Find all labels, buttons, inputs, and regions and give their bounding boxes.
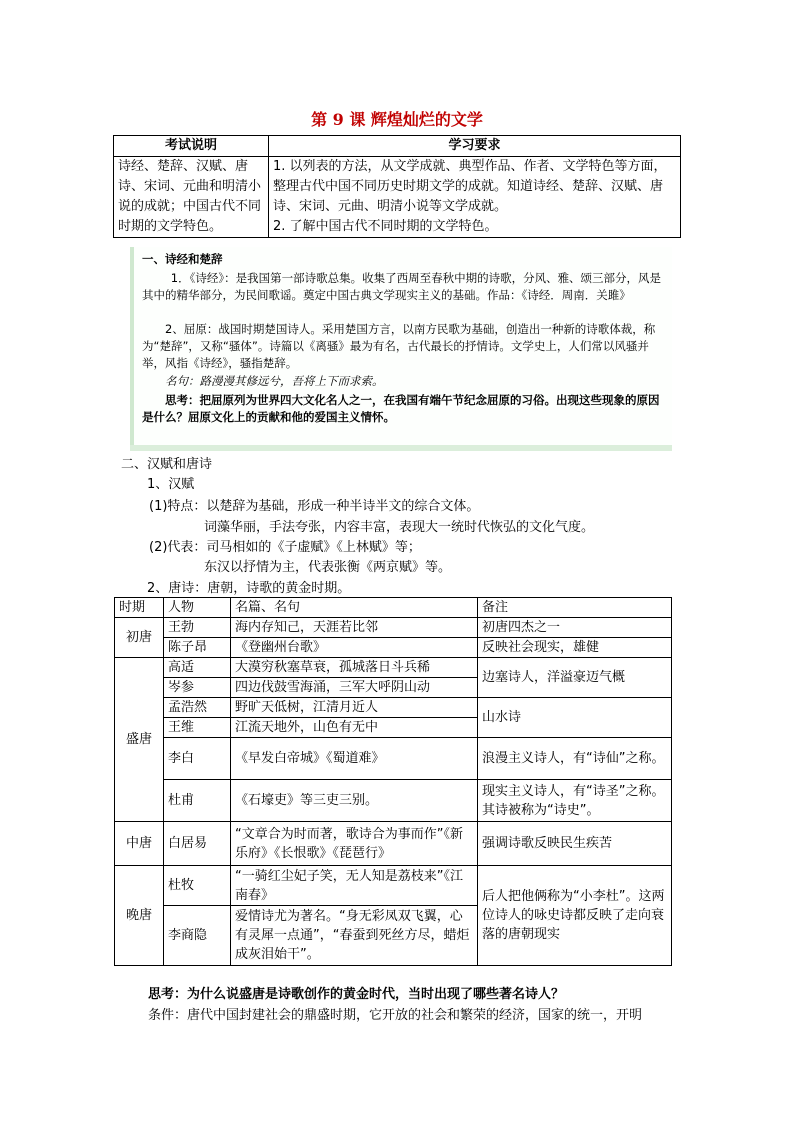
page-title: 第 9 课 辉煌灿烂的文学 <box>311 110 483 129</box>
work-dufu: 《石壕吏》等三吏三别。 <box>231 780 478 822</box>
work-baijuyi: “文章合为时而著，歌诗合为事而作”《新乐府》《长恨歌》《琵琶行》 <box>231 822 478 866</box>
shijing-paragraph: 1．《诗经》：是我国第一部诗歌总集。收集了西周至春秋中期的诗歌，分风、雅、颂三部分，风是其中的精华部分，为民间歌谣。奠定中国古典文学现实主义的基础。作品：《诗经．周南．关雎》 <box>142 271 662 302</box>
note-wangbo: 初唐四杰之一 <box>478 618 672 638</box>
quyuan-paragraph: 2、屈原：战国时期楚国诗人。采用楚国方言，以南方民歌为基础，创造出一种新的诗歌体裁，称为“楚辞”，又称“骚体”。诗篇以《离骚》最为有名，古代最长的抒情诗。文学史上，人们常以风骚并举，风指《诗经》，骚指楚辞。 <box>142 322 656 370</box>
poet-menghaoran: 孟浩然 <box>164 698 231 718</box>
section1-think: 思考：把屈原列为世界四大文化名人之一，在我国有端午节纪念屈原的习俗。出现这些现象的原因是什么？屈原文化上的贡献和他的爱国主义情怀。 <box>142 393 660 424</box>
poet-wangwei: 王维 <box>164 718 231 738</box>
work-wangbo: 海内存知己，天涯若比邻 <box>231 618 478 638</box>
famous-quote: 名句：路漫漫其修远兮，吾将上下而求索。 <box>165 374 384 388</box>
work-censhen: 四边伐鼓雪海涌，三军大呼阴山动 <box>231 678 478 698</box>
note-shanshui: 山水诗 <box>478 698 672 738</box>
note-chenziang: 反映社会现实，雄健 <box>478 638 672 658</box>
note-baijuyi: 强调诗歌反映民生疾苦 <box>478 822 672 866</box>
hanfu-heading: 1、汉赋 <box>147 477 195 492</box>
requirement-1: 1. 以列表的方法，从文学成就、典型作品、作者、文学特色等方面，整理古代中国不同历史时期文学的成就。知道诗经、楚辞、汉赋、唐诗、宋词、元曲、明清小说等文学成就。 <box>273 159 667 214</box>
work-dumu: “一骑红尘妃子笑，无人知是荔枝来”《江南春》 <box>231 866 478 906</box>
work-gaoshi: 大漠穷秋塞草衰，孤城落日斗兵稀 <box>231 658 478 678</box>
period-shengtang: 盛唐 <box>115 658 164 822</box>
col-notes: 备注 <box>478 598 672 618</box>
poet-censhen: 岑参 <box>164 678 231 698</box>
learning-requirements-cell <box>269 157 681 238</box>
col-person: 人物 <box>164 598 231 618</box>
scan-border <box>130 247 134 445</box>
work-chenziang: 《登幽州台歌》 <box>231 638 478 658</box>
header-learning-requirements: 学习要求 <box>269 136 681 157</box>
period-zhongtang: 中唐 <box>115 822 164 866</box>
note-dufu: 现实主义诗人，有“诗圣”之称。其诗被称为“诗史”。 <box>478 780 672 822</box>
poet-gaoshi: 高适 <box>164 658 231 678</box>
footer-think: 思考：为什么说盛唐是诗歌创作的黄金时代，当时出现了哪些著名诗人？ <box>148 987 565 1002</box>
requirement-2: 2. 了解中国古代不同时期的文学特色。 <box>273 219 498 234</box>
work-menghaoran: 野旷天低树，江清月近人 <box>231 698 478 718</box>
hanfu-trait: (1)特点：以楚辞为基础，形成一种半诗半文的综合文体。 <box>149 499 480 514</box>
hanfu-trait-detail: 词藻华丽，手法夸张，内容丰富，表现大一统时代恢弘的文化气度。 <box>204 520 595 535</box>
work-lishangyin: 爱情诗尤为著名。“身无彩凤双飞翼，心有灵犀一点通”，“春蚕到死丝方尽，蜡炬成灰泪始干”。 <box>231 906 478 966</box>
footer-condition: 条件：唐代中国封建社会的鼎盛时期，它开放的社会和繁荣的经济，国家的统一，开明 <box>148 1008 643 1023</box>
work-libai: 《早发白帝城》《蜀道难》 <box>231 738 478 780</box>
tang-poetry-table <box>114 597 672 966</box>
col-period: 时期 <box>115 598 164 618</box>
section1-heading: 一、诗经和楚辞 <box>142 252 223 266</box>
poet-libai: 李白 <box>164 738 231 780</box>
note-biansai: 边塞诗人，洋溢豪迈气概 <box>478 658 672 698</box>
exam-requirements-table <box>113 135 681 238</box>
scanned-excerpt <box>130 247 672 451</box>
poet-baijuyi: 白居易 <box>164 822 231 866</box>
poet-chenziang: 陈子昂 <box>164 638 231 658</box>
header-exam-description: 考试说明 <box>114 136 269 157</box>
poet-wangbo: 王勃 <box>164 618 231 638</box>
period-wantang: 晚唐 <box>115 866 164 966</box>
hanfu-representative: (2)代表：司马相如的《子虚赋》《上林赋》等； <box>149 540 421 555</box>
exam-description-cell: 诗经、楚辞、汉赋、唐诗、宋词、元曲和明清小说的成就；中国古代不同时期的文学特色。 <box>114 157 269 238</box>
section2-heading: 二、汉赋和唐诗 <box>121 457 213 472</box>
tangshi-heading: 2、唐诗：唐朝，诗歌的黄金时期。 <box>147 581 351 596</box>
period-chutang: 初唐 <box>115 618 164 658</box>
poet-dufu: 杜甫 <box>164 780 231 822</box>
col-works: 名篇、名句 <box>231 598 478 618</box>
note-libai: 浪漫主义诗人，有“诗仙”之称。 <box>478 738 672 780</box>
poet-lishangyin: 李商隐 <box>164 906 231 966</box>
poet-dumu: 杜牧 <box>164 866 231 906</box>
hanfu-representative-detail: 东汉以抒情为主，代表张衡《两京赋》等。 <box>204 560 452 575</box>
work-wangwei: 江流天地外，山色有无中 <box>231 718 478 738</box>
note-xiaolidu: 后人把他俩称为“小李杜”。这两位诗人的咏史诗都反映了走向衰落的唐朝现实 <box>478 866 672 966</box>
